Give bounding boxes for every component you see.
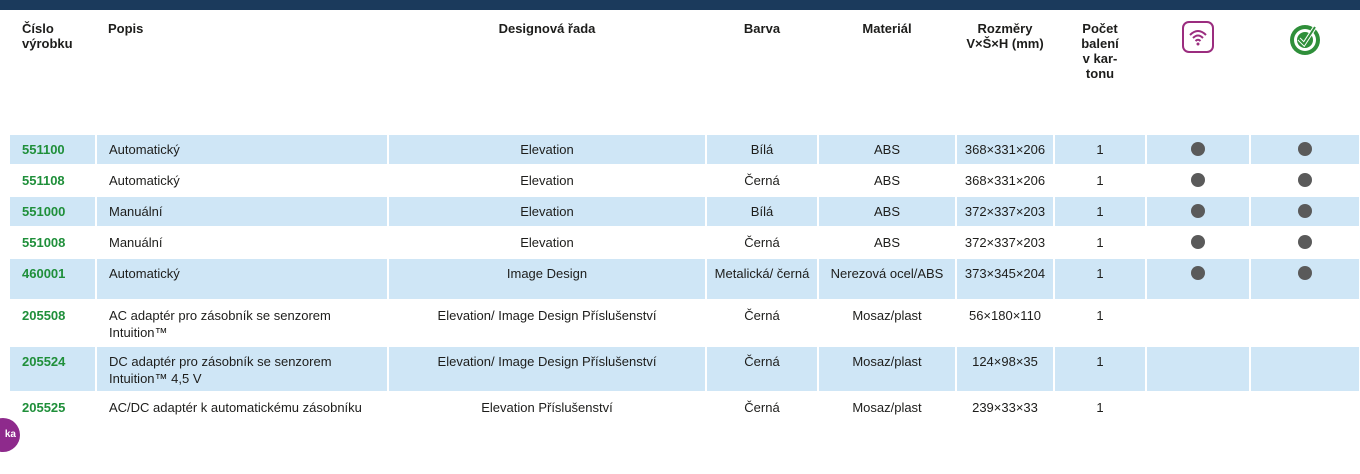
product-material: ABS [818, 227, 956, 258]
product-description: Automatický [96, 135, 388, 165]
eco-certificate-icon [1287, 45, 1323, 60]
eco-marker-cell [1250, 165, 1360, 196]
wireless-marker-cell [1146, 300, 1250, 346]
header-eco [1250, 10, 1360, 135]
product-description: AC adaptér pro zásobník se senzorem Intuition™ [96, 300, 388, 346]
product-code: 460001 [10, 258, 96, 300]
table-row [10, 392, 1360, 436]
product-dimensions: 56×180×110 [956, 300, 1054, 346]
eco-marker-cell [1250, 300, 1360, 346]
product-material: Mosaz/plast [818, 300, 956, 346]
product-series: Elevation/ Image Design Příslušenství [388, 346, 706, 392]
product-pack-count: 1 [1054, 258, 1146, 300]
product-material: Nerezová ocel/ABS [818, 258, 956, 300]
header-material: Materiál [862, 21, 912, 36]
wireless-marker-cell [1146, 227, 1250, 258]
product-code: 551000 [10, 196, 96, 227]
product-material: Mosaz/plast [818, 346, 956, 392]
wireless-sensor-icon [1182, 21, 1214, 53]
header-color: Barva [743, 21, 781, 36]
product-color: Černá [706, 227, 818, 258]
product-series: Elevation [388, 227, 706, 258]
product-code: 551100 [10, 135, 96, 165]
eco-marker-cell [1250, 258, 1360, 300]
product-series: Elevation [388, 165, 706, 196]
header-code: Číslo výrobku [22, 21, 73, 51]
product-code: 205508 [10, 300, 96, 346]
product-description: Automatický [96, 165, 388, 196]
eco-dot-icon [1298, 173, 1312, 187]
eco-marker-cell [1250, 227, 1360, 258]
product-material: ABS [818, 135, 956, 165]
product-color: Metalická/ černá [706, 258, 818, 300]
product-color: Bílá [706, 196, 818, 227]
eco-dot-icon [1298, 266, 1312, 280]
table-row [10, 165, 1360, 196]
product-dimensions: 368×331×206 [956, 135, 1054, 165]
product-series: Elevation [388, 196, 706, 227]
product-dimensions: 372×337×203 [956, 196, 1054, 227]
product-description: Manuální [96, 227, 388, 258]
product-dimensions: 368×331×206 [956, 165, 1054, 196]
wireless-marker-cell [1146, 392, 1250, 436]
top-bar [0, 0, 1360, 10]
product-description: Automatický [96, 258, 388, 300]
product-dimensions: 373×345×204 [956, 258, 1054, 300]
wireless-dot-icon [1191, 204, 1205, 218]
product-dimensions: 239×33×33 [956, 392, 1054, 436]
product-table [10, 10, 1360, 437]
eco-dot-icon [1298, 204, 1312, 218]
product-pack-count: 1 [1054, 227, 1146, 258]
table-row [10, 300, 1360, 346]
wireless-marker-cell [1146, 196, 1250, 227]
product-color: Černá [706, 165, 818, 196]
header-pack-label: Počet balení v kar- tonu [1081, 21, 1119, 81]
product-pack-count: 1 [1054, 392, 1146, 436]
table-header [10, 10, 1360, 135]
wireless-marker-cell [1146, 165, 1250, 196]
table-row [10, 135, 1360, 165]
product-pack-count: 1 [1054, 346, 1146, 392]
table-row [10, 258, 1360, 300]
product-series: Elevation [388, 135, 706, 165]
product-dimensions: 372×337×203 [956, 227, 1054, 258]
product-material: ABS [818, 196, 956, 227]
wireless-marker-cell [1146, 135, 1250, 165]
wireless-marker-cell [1146, 346, 1250, 392]
product-dimensions: 124×98×35 [956, 346, 1054, 392]
eco-marker-cell [1250, 196, 1360, 227]
product-pack-count: 1 [1054, 300, 1146, 346]
product-color: Černá [706, 300, 818, 346]
eco-marker-cell [1250, 135, 1360, 165]
eco-dot-icon [1298, 142, 1312, 156]
product-description: Manuální [96, 196, 388, 227]
product-code: 205524 [10, 346, 96, 392]
wireless-dot-icon [1191, 142, 1205, 156]
header-wireless [1146, 10, 1250, 135]
header-description: Popis [108, 21, 144, 36]
header-series: Designová řada [498, 21, 596, 36]
product-pack-count: 1 [1054, 165, 1146, 196]
product-description: AC/DC adaptér k automatickému zásobníku [96, 392, 388, 436]
side-tab-badge[interactable]: ka [0, 418, 20, 452]
product-color: Černá [706, 346, 818, 392]
product-pack-count: 1 [1054, 196, 1146, 227]
product-color: Bílá [706, 135, 818, 165]
header-dimensions: Rozměry V×Š×H (mm) [966, 21, 1044, 51]
table-row [10, 196, 1360, 227]
product-code: 551008 [10, 227, 96, 258]
wireless-dot-icon [1191, 235, 1205, 249]
wireless-dot-icon [1191, 266, 1205, 280]
eco-dot-icon [1298, 235, 1312, 249]
product-series: Elevation/ Image Design Příslušenství [388, 300, 706, 346]
wireless-dot-icon [1191, 173, 1205, 187]
product-pack-count: 1 [1054, 135, 1146, 165]
product-description: DC adaptér pro zásobník se senzorem Intuition™ 4,5 V [96, 346, 388, 392]
product-code: 551108 [10, 165, 96, 196]
table-row [10, 346, 1360, 392]
table-row [10, 227, 1360, 258]
wireless-marker-cell [1146, 258, 1250, 300]
product-color: Černá [706, 392, 818, 436]
product-series: Image Design [388, 258, 706, 300]
product-material: Mosaz/plast [818, 392, 956, 436]
eco-marker-cell [1250, 392, 1360, 436]
header-pack [1054, 10, 1146, 135]
eco-marker-cell [1250, 346, 1360, 392]
product-material: ABS [818, 165, 956, 196]
product-code: 205525 [10, 392, 96, 436]
product-series: Elevation Příslušenství [388, 392, 706, 436]
